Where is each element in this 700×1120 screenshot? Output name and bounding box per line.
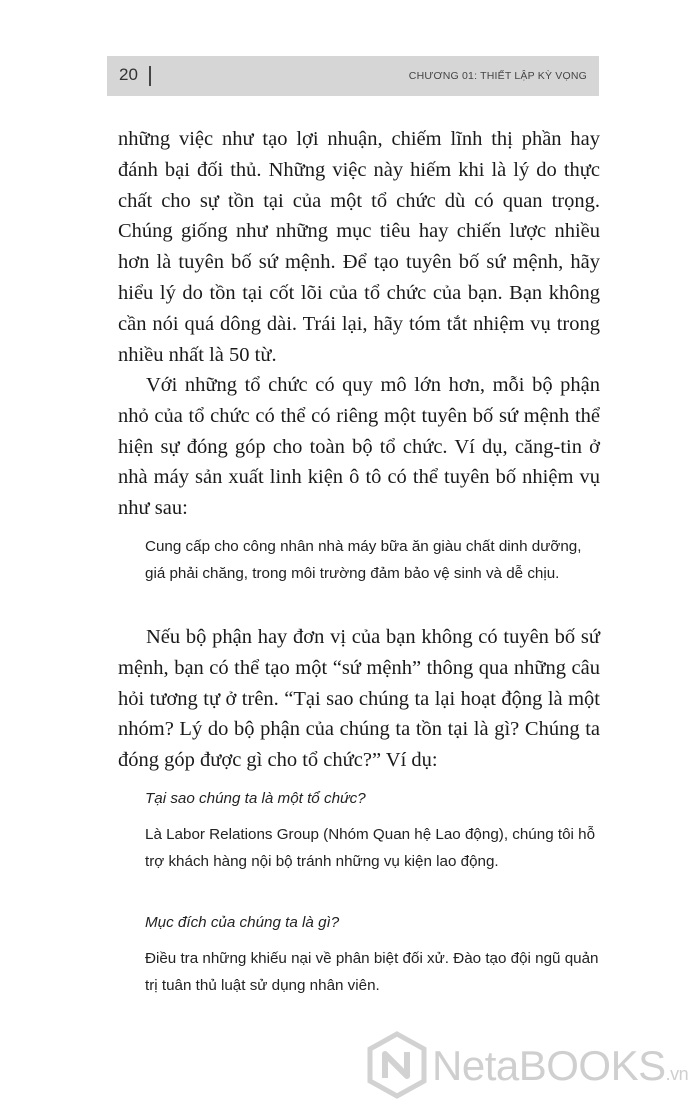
netabooks-logo-icon: [366, 1030, 428, 1100]
answer-2-block: [118, 946, 600, 999]
question-1-block: [118, 786, 600, 813]
watermark-text: [432, 1042, 688, 1090]
paragraph-1: những việc như tạo lợi nhuận, chiếm lĩnh thị phần hay đánh bại đối thủ. Những việc này hiếm khi là lý do thực chất cho sự tồn tại của một tổ chức dù có quan trọng. Chúng giống như những mục tiêu hay chiến lược nhiều hơn là tuyên bố sứ mệnh. Để tạo tuyên bố sứ mệnh, hãy hiểu lý do tồn tại cốt lõi của tổ chức của bạn. Bạn không cần nói quá dông dài. Trái lại, hãy tóm tắt nhiệm vụ trong nhiều nhất là 50 từ.: [118, 128, 600, 366]
paragraph-2-block: [118, 370, 600, 524]
paragraph-1-block: [118, 124, 600, 370]
answer-2: Điều tra những khiếu nại về phân biệt đối xử. Đào tạo đội ngũ quản trị tuân thủ luật sử dụng nhân viên.: [145, 950, 599, 994]
header-separator: [149, 66, 151, 86]
question-1: Tại sao chúng ta là một tổ chức?: [145, 790, 366, 807]
question-2-block: [118, 910, 600, 937]
chapter-title: CHƯƠNG 01: THIẾT LẬP KỲ VỌNG: [408, 70, 587, 82]
question-2: Mục đích của chúng ta là gì?: [145, 914, 340, 931]
watermark-brand: NetaBOOKS: [432, 1042, 666, 1089]
paragraph-2: Với những tổ chức có quy mô lớn hơn, mỗi bộ phận nhỏ của tổ chức có thể có riêng một tuyên bố sứ mệnh thể hiện sự đóng góp cho toàn bộ tổ chức. Ví dụ, căng-tin ở nhà máy sản xuất linh kiện ô tô có thể tuyên bố nhiệm vụ như sau:: [118, 374, 600, 520]
watermark-suffix: .vn: [665, 1064, 689, 1084]
paragraph-3: Nếu bộ phận hay đơn vị của bạn không có tuyên bố sứ mệnh, bạn có thể tạo một “sứ mệnh” thông qua những câu hỏi tương tự ở trên. “Tại sao chúng ta lại hoạt động là một nhóm? Lý do bộ phận của chúng ta tồn tại là gì? Chúng ta đóng góp được gì cho tổ chức?” Ví dụ:: [118, 626, 600, 772]
quote-1-block: [118, 534, 600, 587]
paragraph-3-block: [118, 622, 600, 776]
page-header: [107, 56, 599, 96]
answer-1-block: [118, 822, 600, 875]
answer-1: Là Labor Relations Group (Nhóm Quan hệ Lao động), chúng tôi hỗ trợ khách hàng nội bộ tránh những vụ kiện lao động.: [145, 826, 596, 870]
quote-1: Cung cấp cho công nhân nhà máy bữa ăn giàu chất dinh dưỡng, giá phải chăng, trong môi trường đảm bảo vệ sinh và dễ chịu.: [145, 538, 582, 582]
watermark: [366, 1030, 696, 1100]
page-number: 20: [119, 65, 138, 84]
